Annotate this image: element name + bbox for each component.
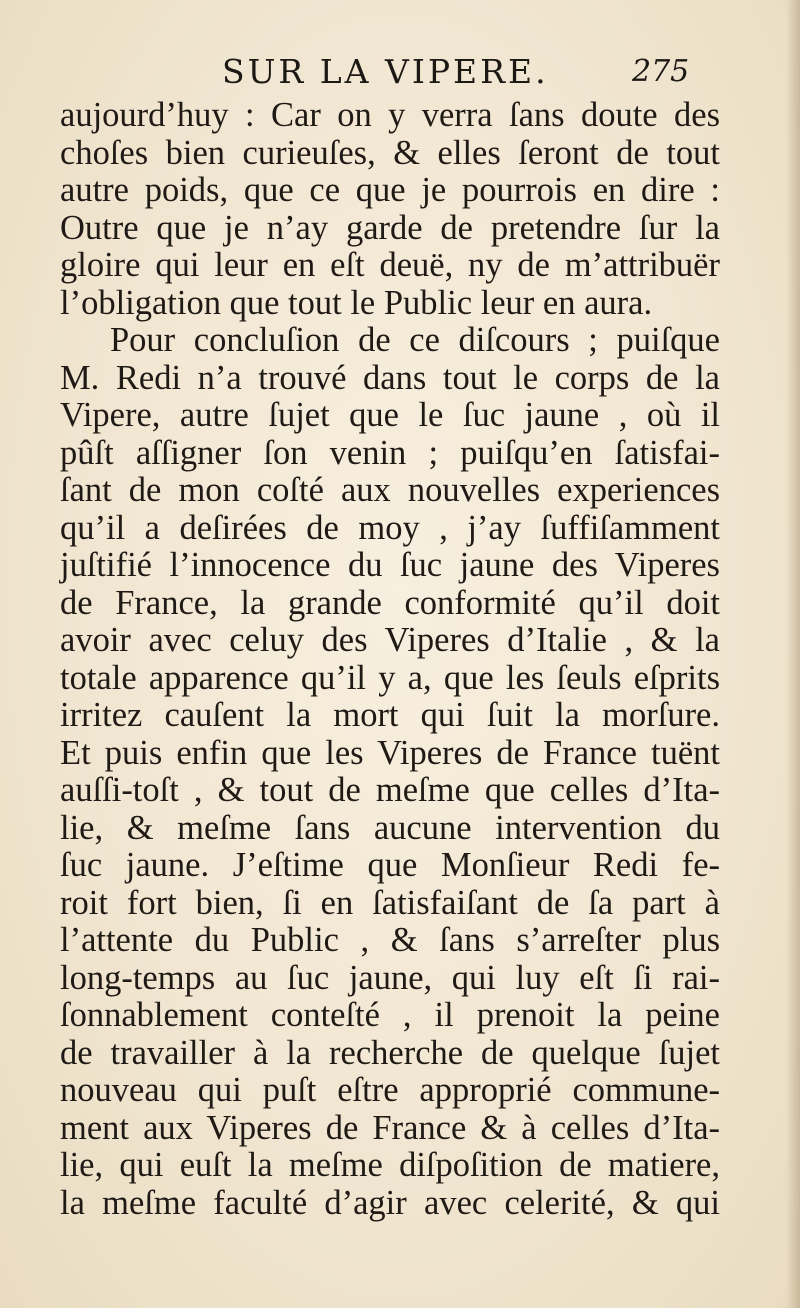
text-line: Outre que je n’ay garde de pretendre ſur la bbox=[60, 208, 720, 247]
text-line: roit fort bien, ſi en ſatisfaiſant de ſa part à bbox=[60, 883, 720, 922]
text-line: gloire qui leur en eſt deuë, ny de m’attribuër bbox=[60, 246, 720, 284]
text-line: totale apparence qu’il y a, que les ſeuls eſprits bbox=[60, 658, 720, 697]
paragraph-start-line: Pour concluſion de ce diſcours ; puiſque bbox=[110, 321, 720, 359]
text-line: lie, qui euſt la meſme diſpoſition de matiere, bbox=[60, 1146, 720, 1184]
text-line: de travailler à la recherche de quelque ſujet bbox=[60, 1033, 720, 1072]
text-line: l’obligation que tout le Public leur en aura. bbox=[60, 283, 653, 322]
text-line: lie, & meſme ſans aucune intervention du bbox=[60, 808, 720, 847]
text-line: avoir avec celuy des Viperes d’Italie , & la bbox=[60, 621, 720, 659]
text-line: de France, la grande conformité qu’il doit bbox=[60, 583, 720, 622]
text-line: nouveau qui puſt eſtre approprié commune- bbox=[60, 1071, 720, 1109]
page-edge-shadow bbox=[786, 0, 800, 1308]
page-number: 275 bbox=[632, 54, 690, 89]
text-line: qu’il a deſirées de moy , j’ay ſuffiſamment bbox=[60, 508, 720, 547]
body-text bbox=[60, 97, 720, 1222]
running-head: SUR LA VIPERE. bbox=[222, 52, 549, 91]
text-line: ſant de mon coſté aux nouvelles experiences bbox=[60, 471, 720, 509]
text-line: aujourd’huy : Car on y verra ſans doute des bbox=[60, 96, 720, 134]
text-line: choſes bien curieuſes, & elles ſeront de tout bbox=[60, 133, 720, 172]
text-line: pûſt aſſigner ſon venin ; puiſqu’en ſatisfai- bbox=[60, 433, 720, 472]
text-line: Vipere, autre ſujet que le ſuc jaune , où il bbox=[60, 396, 720, 434]
text-line: juſtifié l’innocence du ſuc jaune des Viperes bbox=[60, 546, 720, 584]
text-line: M. Redi n’a trouvé dans tout le corps de la bbox=[60, 358, 720, 397]
text-line: l’attente du Public , & ſans s’arreſter plus bbox=[60, 921, 720, 959]
text-line: auſſi-toſt , & tout de meſme que celles d’Ita- bbox=[60, 771, 720, 809]
text-line: long-temps au ſuc jaune, qui luy eſt ſi rai- bbox=[60, 958, 720, 997]
text-line: autre poids, que ce que je pourrois en dire : bbox=[60, 171, 720, 209]
text-line: irritez cauſent la mort qui ſuit la morſure. bbox=[60, 696, 720, 734]
text-line: ſonnablement conteſté , il prenoit la peine bbox=[60, 996, 720, 1034]
text-line: Et puis enfin que les Viperes de France tuënt bbox=[60, 733, 720, 772]
text-line: la meſme faculté d’agir avec celerité, & qui bbox=[60, 1183, 720, 1222]
text-line: ſuc jaune. J’eſtime que Monſieur Redi fe- bbox=[60, 846, 720, 884]
page-header bbox=[0, 50, 800, 96]
text-line: ment aux Viperes de France & à celles d’Ita- bbox=[60, 1108, 720, 1147]
